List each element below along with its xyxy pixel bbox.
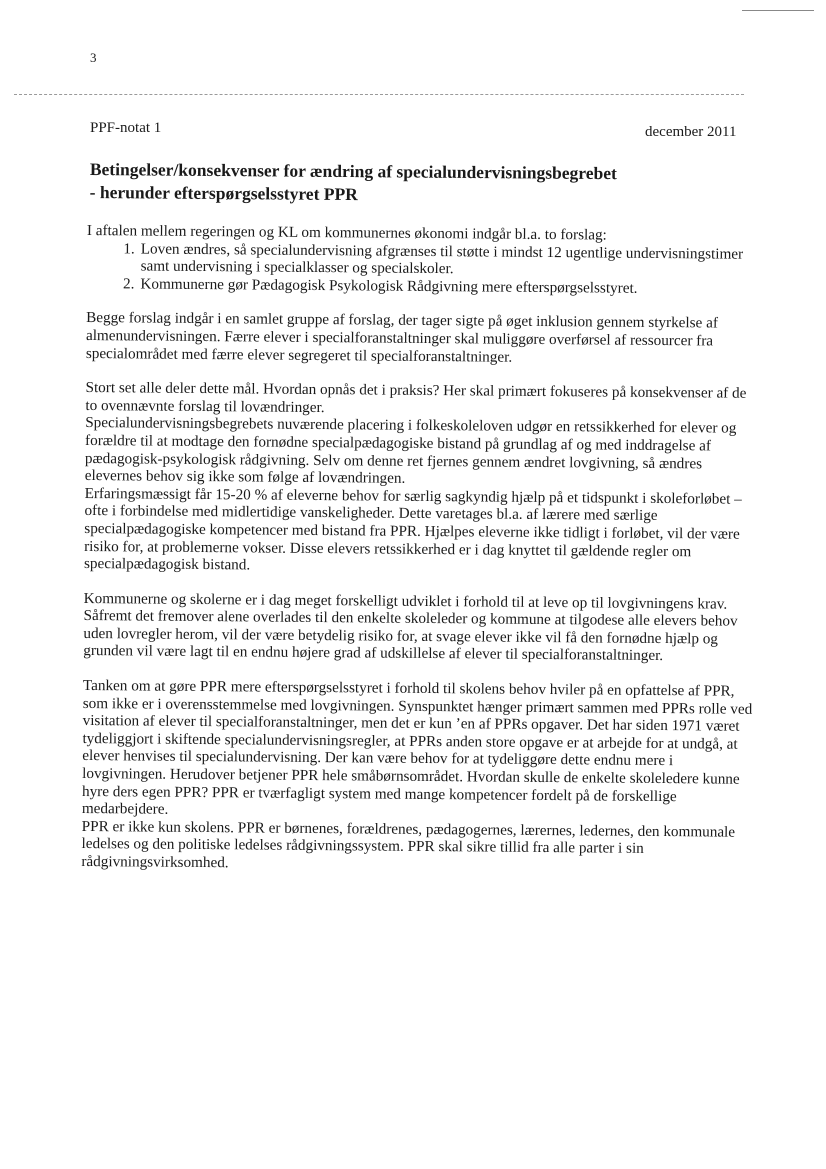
title-line-2: - herunder efterspørgselsstyret PPR — [89, 181, 358, 205]
title-line-1: Betingelser/konsekvenser for ændring af specialundervisningsbegrebet — [89, 158, 617, 184]
document-title — [90, 158, 730, 209]
proposal-number: 1. — [123, 239, 135, 258]
paragraph-ppr-role: PPR er ikke kun skolens. PPR er børnenes, forældrenes, pædagogernes, lærernes, ledernes, den kommunale ledelses og den politiske ledelses rådgivningssystem. PPR skal sikre tillid fra alle parter i sin rådgivningsvirksomhed. — [81, 817, 736, 872]
proposal-text: Loven ændres, så specialundervisning afgrænses til støtte i mindst 12 ugentlige undervisningstimer samt undervisning i specialklasser og specialskoler. — [140, 240, 744, 278]
intro-paragraph: I aftalen mellem regeringen og KL om kommunernes økonomi indgår bl.a. to forslag: — [86, 222, 607, 244]
memo-id: PPF-notat 1 — [90, 120, 162, 136]
paragraph-goal: Stort set alle deler dette mål. Hvordan opnås det i praksis? Her skal primært fokuseres på konsekvenser af de to ovennævnte forslag til lovændringer. — [85, 379, 747, 416]
paragraph-ppr-demand: Tanken om at gøre PPR mere efterspørgselsstyret i forhold til skolens behov hviler på en opfattelse af PPR, som ikke er i overensstemmelse med lovgivningen. Synspunktet hænger primært sammen med PPRs rolle ved visitation af elever til specialforanstaltninger, men det er kun ’en af PPRs opgaver. Det har siden 1971 været tydeliggjort i skiftende specialundervisningsregler, at PPRs anden store opgave er at arbejde for at undgå, at elever henvises til specialundervisning. Der kan være behov for at tydeliggøre dette endnu mere i lovgivningen. Herudover betjener PPR hele småbørnsområdet. Hvordan skulle de enkelte skoleledere kunne hyre ders egen PPR? PPR er tværfagligt system med mange kompetencer fordelt på de forskellige medarbejdere. — [81, 677, 753, 818]
proposal-text: Kommunerne gør Pædagogisk Psykologisk Rådgivning mere efterspørgselsstyret. — [140, 275, 638, 297]
paragraph-legal-security: Specialundervisningsbegrebets nuværende placering i folkeskoleloven udgør en retssikkerhed for elever og forældre til at modtage den fornødne specialpædagogiske bistand på grundlag af og med inddragelse af pædagogisk-psykologisk rådgivning. Selv om denne ret fjernes gennem ændret lovgivning, så ændres elevernes behov sig ikke som følge af lovændringen. — [84, 414, 737, 487]
scan-artifact-line — [14, 94, 744, 95]
document-body — [81, 222, 759, 876]
paragraph-experience: Erfaringsmæssigt får 15-20 % af eleverne behov for særlig sagkyndig hjælp på et tidspunkt i skoleforløbet – ofte i forbindelse med midlertidige vanskeligheder. Dette varetages bl.a. af lærere med særlige specialpædagogiske kompetencer med bistand fra PPR. Hjælpes eleverne ikke tidligt i forløbet, vil der være risiko for, at problemerne vokser. Disse elevers retssikkerhed er i dag knyttet til gældende regler om specialpædagogisk bistand. — [83, 484, 742, 574]
proposal-number: 2. — [122, 275, 135, 293]
paragraph-inclusion: Begge forslag indgår i en samlet gruppe af forslag, der tager sigte på øget inklusion gennem styrkelse af almenundervisningen. Færre elever i specialforanstaltninger skal muliggøre overførsel af ressourcer fra specialområdet med færre elever segregeret til specialforanstaltninger. — [85, 309, 718, 366]
memo-date: december 2011 — [645, 124, 737, 140]
scan-artifact-line — [742, 10, 814, 11]
paragraph-municipalities: Kommunerne og skolerne er i dag meget forskelligt udviklet i forhold til at leve op til lovgivningens krav. Såfremt det fremover alene overlades til den enkelte skoleleder og kommune at tilgodese alle elevers behov uden lovregler herom, vil der være betydelig risiko for, at svage elever ikke vil få den fornødne hjælp og grunden vil være lagt til en endnu højere grad af udskillelse af elever til specialforanstaltninger. — [83, 589, 738, 665]
proposal-list — [86, 240, 758, 299]
page-number: 3 — [90, 50, 97, 65]
proposal-item — [87, 240, 759, 281]
